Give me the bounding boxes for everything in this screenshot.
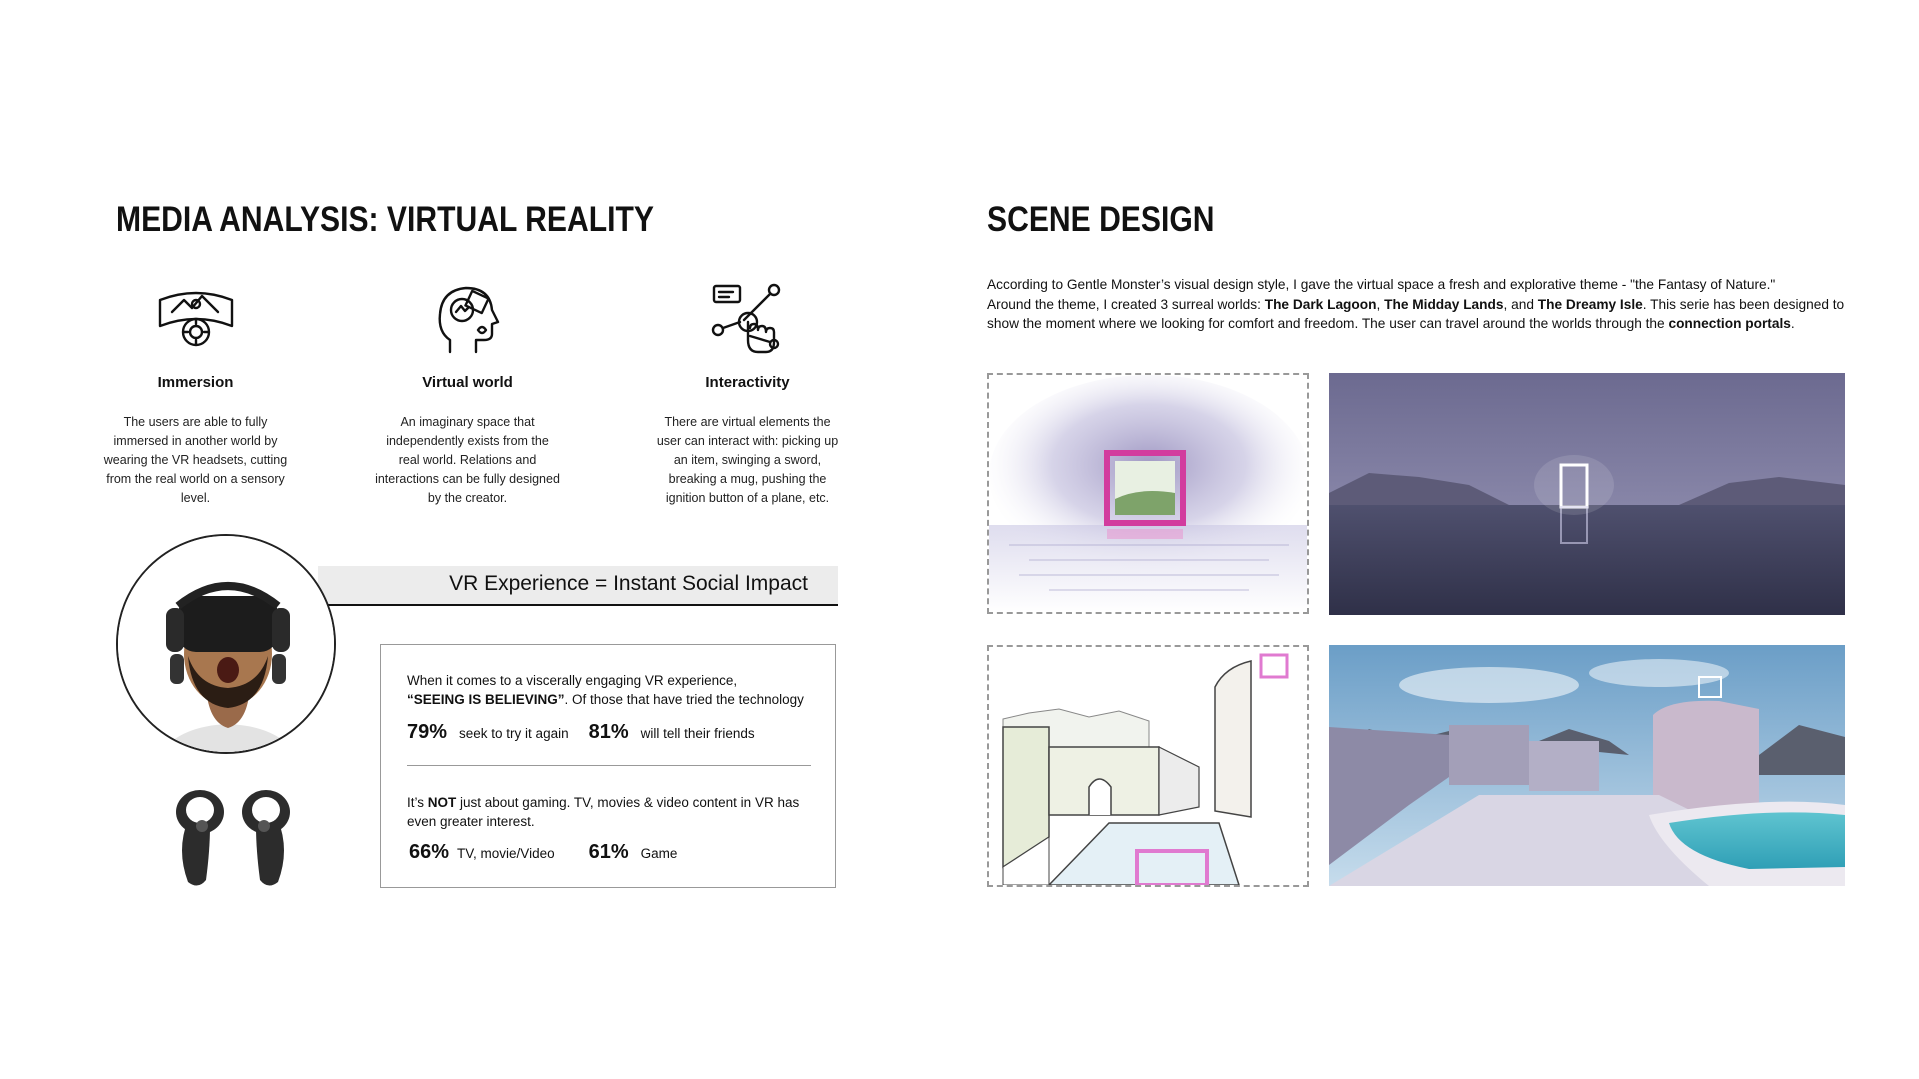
- gaming-note-a: It’s: [407, 795, 428, 810]
- stat-label: seek to try it again: [459, 726, 569, 741]
- stat-label: Game: [640, 846, 678, 861]
- stats-divider: [407, 765, 811, 766]
- gaming-note-b: just about gaming. TV, movies & video content in VR has even greater interest.: [407, 795, 800, 829]
- stat-label: TV, movie/Video: [457, 846, 555, 861]
- stats-row-2: [409, 841, 677, 864]
- feature-virtual-world: [375, 278, 560, 508]
- scene-render-midday-lands: [1329, 645, 1845, 886]
- page-title-scene-design: SCENE DESIGN: [987, 200, 1215, 239]
- scene-desc-p2a: Around the theme, I created 3 surreal worlds:: [987, 296, 1265, 312]
- stat-label: will tell their friends: [640, 726, 755, 741]
- feature-description: An imaginary space that independently exists from the real world. Relations and interactions can be fully designed by the creator.: [375, 415, 560, 505]
- stat-percent: 81%: [588, 721, 629, 743]
- stat-percent: 66%: [409, 841, 450, 863]
- world-dark-lagoon: The Dark Lagoon: [1264, 296, 1377, 312]
- stats-intro: [407, 671, 817, 709]
- stats-row-1: [407, 721, 755, 744]
- separator: , and: [1503, 296, 1538, 312]
- scene-desc-p2b: . This serie has been designed to show the moment where we looking for comfort and freedom. The user can travel around the worlds through the: [987, 296, 1845, 331]
- feature-title: Immersion: [157, 374, 234, 391]
- stats-gaming-note: [407, 793, 817, 831]
- banner-title: VR Experience = Instant Social Impact: [449, 572, 808, 595]
- separator: ,: [1376, 296, 1385, 312]
- vr-experience-banner: [318, 566, 838, 604]
- stats-intro-line1: When it comes to a viscerally engaging VR experience,: [407, 673, 738, 688]
- touch-interaction-icon: [655, 278, 840, 358]
- banner-underline: [318, 604, 838, 606]
- vr-controllers-image: [158, 780, 308, 890]
- period: .: [1790, 316, 1795, 331]
- scene-description: [987, 275, 1867, 334]
- feature-title: Interactivity: [705, 374, 790, 391]
- scene-render-lagoon: [1329, 373, 1845, 615]
- vr-panorama-icon: [103, 278, 288, 358]
- stats-quote: “SEEING IS BELIEVING”: [407, 692, 565, 707]
- feature-immersion: [103, 278, 288, 508]
- world-dreamy-isle: The Dreamy Isle: [1537, 296, 1643, 312]
- feature-title: Virtual world: [422, 374, 513, 391]
- scene-sketch-midday-lands: [987, 645, 1309, 887]
- feature-interactivity: [655, 278, 840, 508]
- feature-description: The users are able to fully immersed in another world by wearing the VR headsets, cutting from the real world on a sensory level.: [103, 415, 288, 505]
- page-title-media-analysis: MEDIA ANALYSIS: VIRTUAL REALITY: [116, 200, 654, 239]
- head-mind-icon: [375, 278, 560, 358]
- vr-statistics-box: [380, 644, 836, 888]
- world-midday-lands: The Midday Lands: [1384, 296, 1504, 312]
- feature-description: There are virtual elements the user can interact with: picking up an item, swinging a sword, breaking a mug, pushing the ignition button of a plane, etc.: [656, 415, 839, 505]
- scene-sketch-lagoon: [987, 373, 1309, 614]
- vr-user-photo: [116, 534, 336, 754]
- stat-percent: 61%: [588, 841, 629, 863]
- scene-desc-p1: According to Gentle Monster’s visual design style, I gave the virtual space a fresh and explorative theme - "the Fantasy of Nature.": [987, 277, 1776, 292]
- stats-intro-line2: . Of those that have tried the technology: [564, 692, 804, 707]
- connection-portals: connection portals: [1668, 316, 1791, 331]
- gaming-note-bold: NOT: [427, 795, 457, 810]
- stat-percent: 79%: [407, 721, 448, 743]
